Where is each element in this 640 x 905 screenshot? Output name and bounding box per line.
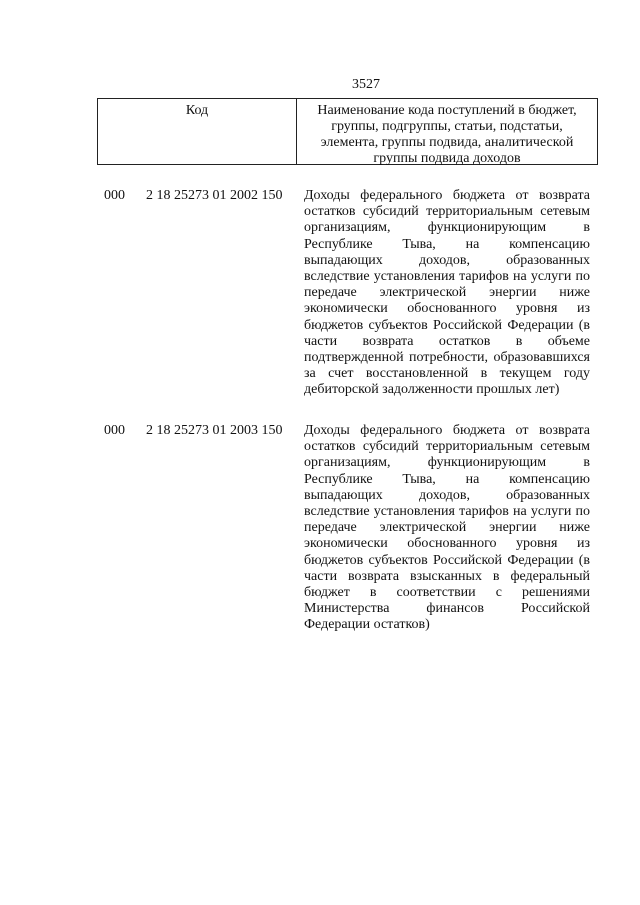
page-number: 3527 [352, 77, 380, 92]
table-row [0, 188, 640, 422]
code-column-header: Код [185, 103, 209, 118]
column-divider [296, 99, 297, 164]
table-row [0, 423, 640, 657]
admin-code: 000 [104, 423, 125, 438]
name-column-header: Наименование кода поступлений в бюджет, группы, подгруппы, статьи, подстатьи, элемента, группы подвида, аналитической группы подвида доходов [317, 103, 577, 166]
revenue-code: 2 18 25273 01 2002 150 [146, 188, 283, 203]
admin-code: 000 [104, 188, 125, 203]
revenue-description: Доходы федерального бюджета от возврата остатков субсидий территориальным сетевым организациям, функционирующим в Республике Тыва, на компенсацию выпадающих доходов, образованных вследствие установления тарифов на услуги по передаче электрической энергии ниже экономически обоснованного уровня из бюджетов субъектов Российской Федерации (в части возврата взысканных в федеральный бюджет в соответствии с решениями Министерства финансов Российской Федерации остатков) [304, 423, 590, 633]
column-header-table [97, 98, 598, 165]
revenue-code: 2 18 25273 01 2003 150 [146, 423, 283, 438]
revenue-description: Доходы федерального бюджета от возврата остатков субсидий территориальным сетевым организациям, функционирующим в Республике Тыва, на компенсацию выпадающих доходов, образованных вследствие установления тарифов на услуги по передаче электрической энергии ниже экономически обоснованного уровня из бюджетов субъектов Российской Федерации (в части возврата остатков в объеме подтвержденной потребности, образовавшихся за счет восстановленной в текущем году дебиторской задолженности прошлых лет) [304, 188, 590, 398]
